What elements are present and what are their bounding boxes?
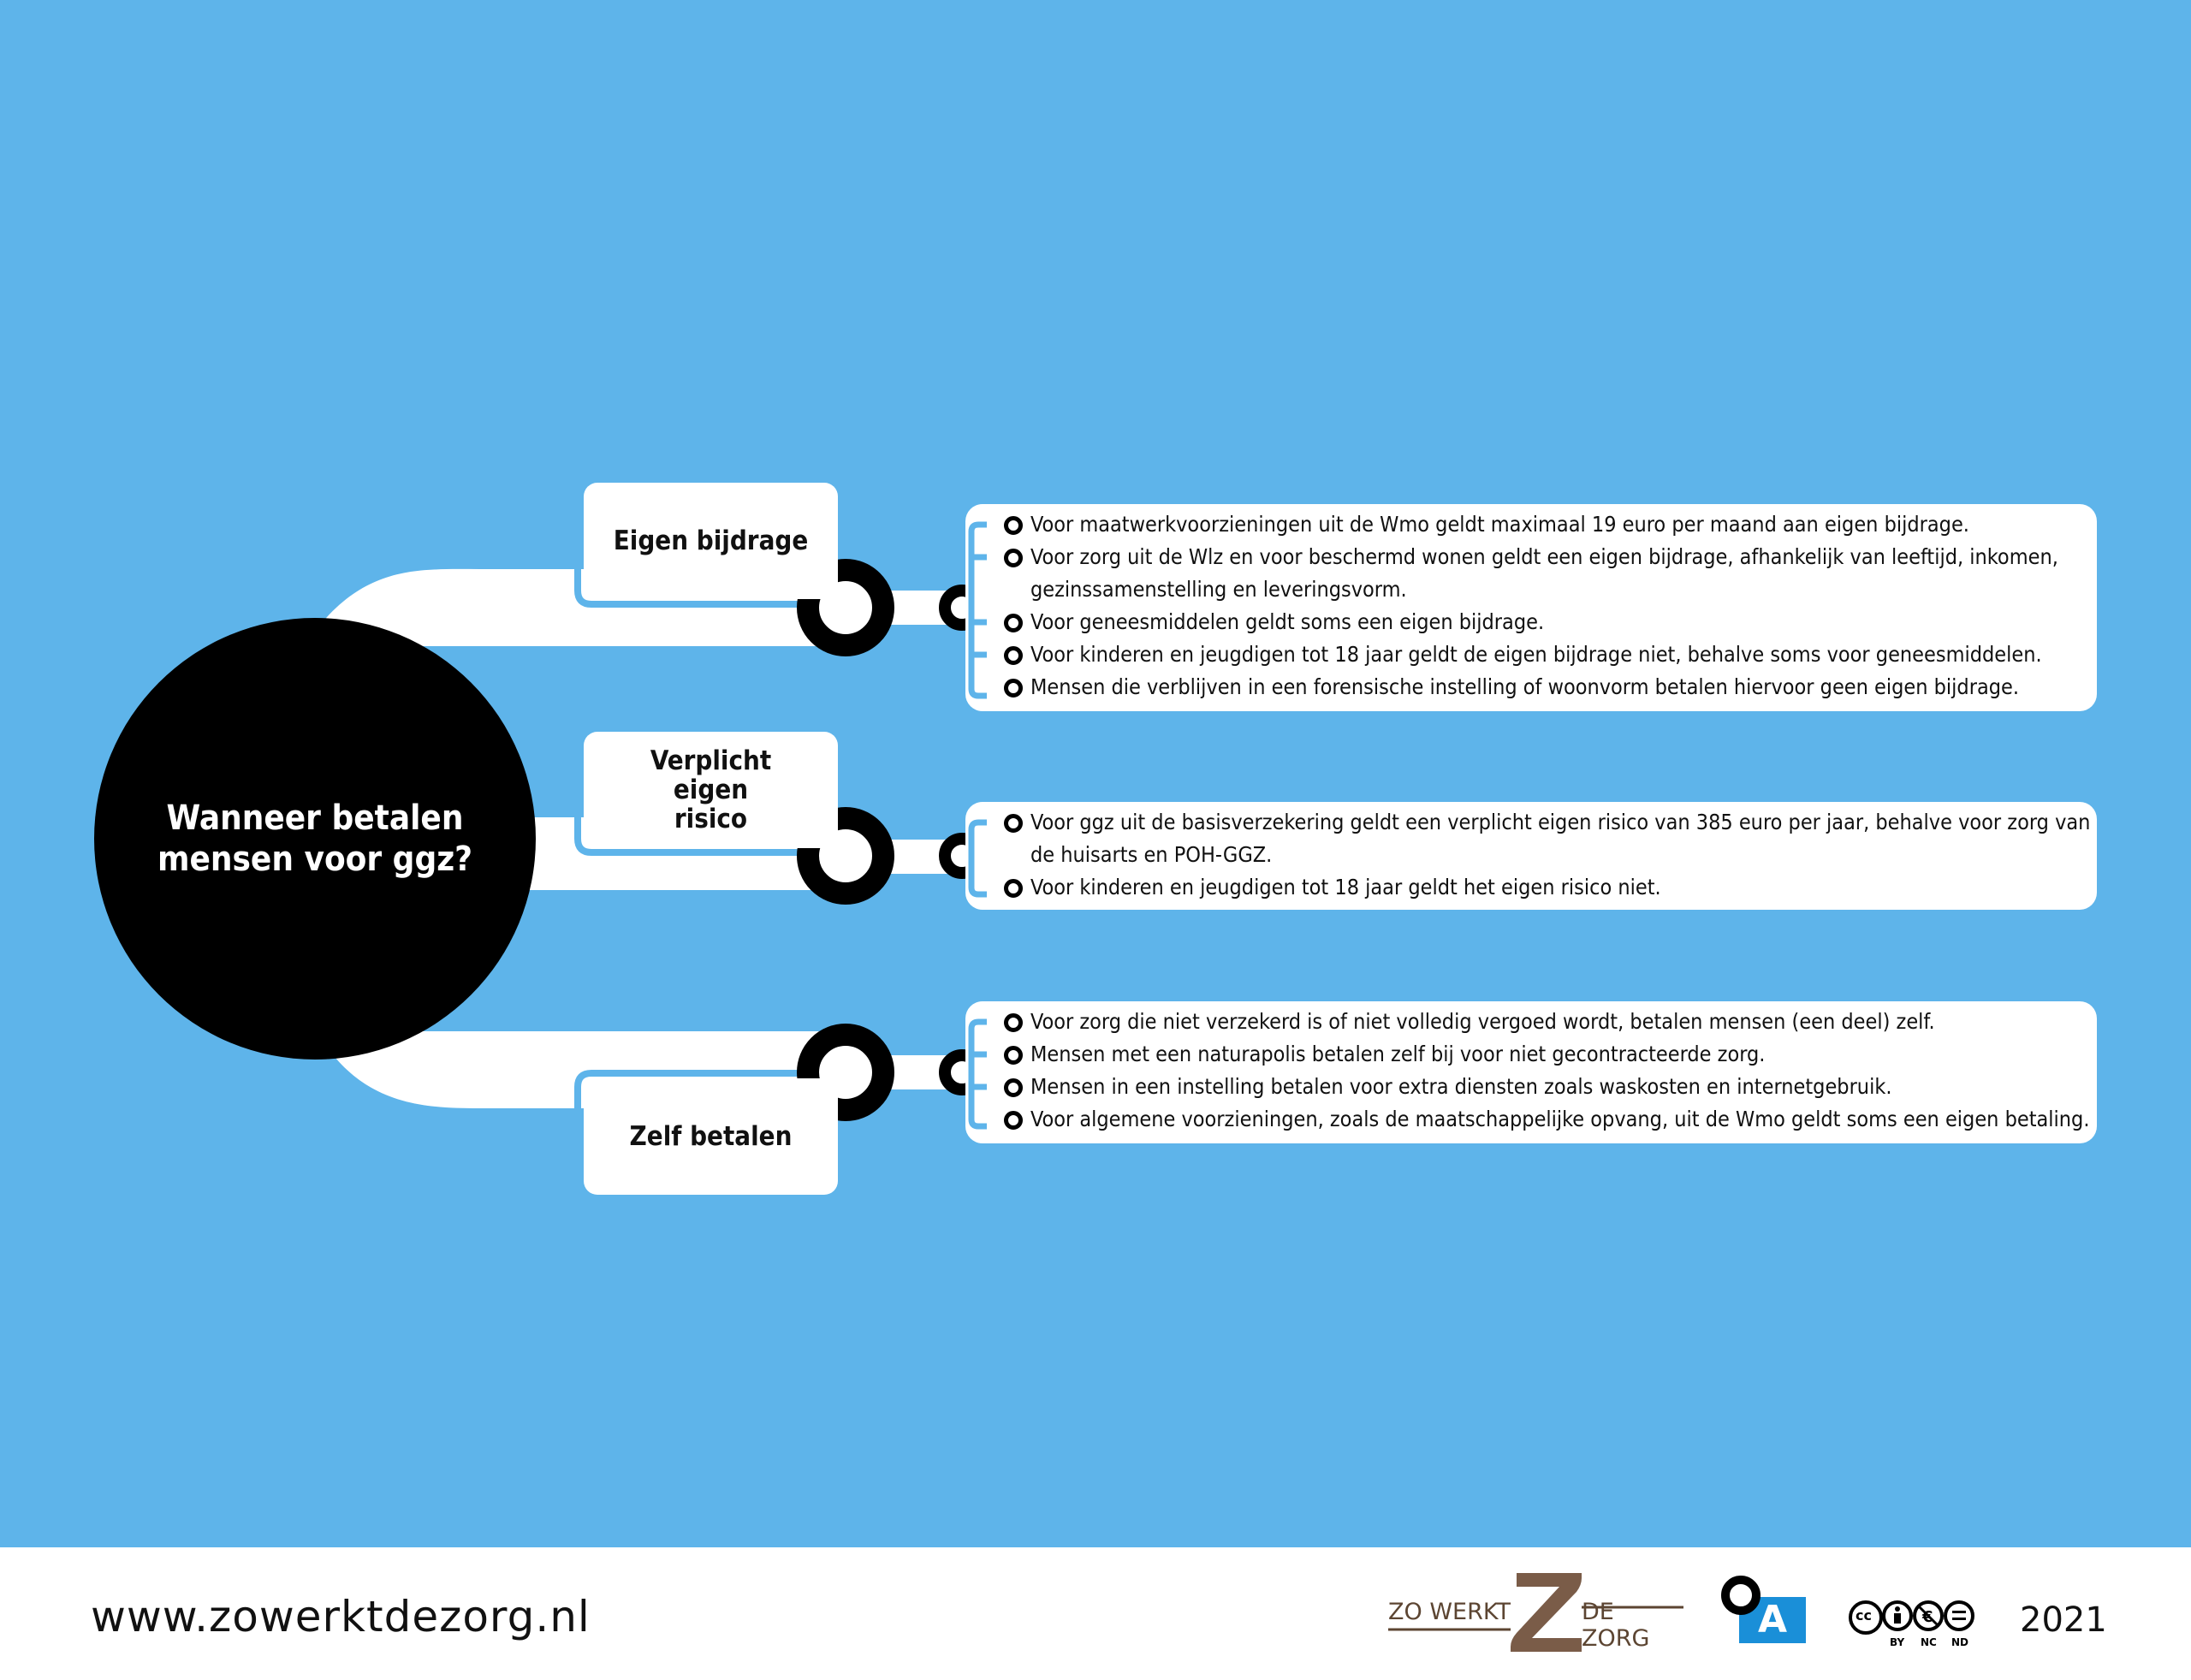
bullet-ring-icon: [1004, 879, 1023, 898]
label-eigen-bijdrage-text: Eigen bijdrage: [613, 525, 809, 556]
list-item: Voor maatwerkvoorzieningen uit de Wmo geldt maximaal 19 euro per maand aan eigen bijdrage.: [1004, 508, 2117, 541]
zo-werkt-de-zorg-logo: [1388, 1573, 1683, 1652]
bullet-ring-icon: [1004, 679, 1023, 698]
bullet-ring-icon: [1004, 1078, 1023, 1097]
svg-text:€: €: [1922, 1608, 1933, 1626]
list-item: Voor geneesmiddelen geldt soms een eigen bijdrage.: [1004, 606, 2117, 638]
list-item: Mensen met een naturapolis betalen zelf bij voor niet gecontracteerde zorg.: [1004, 1038, 2117, 1071]
label-eigen-bijdrage: [584, 483, 838, 599]
cc-by-nc-nd-icon: [1849, 1600, 1994, 1653]
list-item: Voor ggz uit de basisverzekering geldt een verplicht eigen risico van 385 euro per jaar, behalve voor zorg van de huisarts en POH-GGZ.: [1004, 806, 2117, 871]
footer-url-link[interactable]: www.zowerktdezorg.nl: [91, 1592, 591, 1641]
cc-nd-label: ND: [1951, 1636, 1969, 1648]
cc-nc-label: NC: [1921, 1636, 1937, 1648]
panel-zelf-betalen: [965, 1001, 2097, 1143]
cc-by-label: BY: [1890, 1636, 1905, 1648]
label-verplicht-eigen-risico-text: Verplicht eigen risico: [650, 745, 772, 834]
label-zelf-betalen-text: Zelf betalen: [629, 1121, 793, 1152]
panel-eigen-bijdrage: [965, 504, 2097, 711]
bullet-ring-icon: [1004, 814, 1023, 833]
list-item: Voor kinderen en jeugdigen tot 18 jaar geldt de eigen bijdrage niet, behalve soms voor geneesmiddelen.: [1004, 638, 2117, 671]
bullet-ring-icon: [1004, 1111, 1023, 1130]
bullet-ring-icon: [1004, 516, 1023, 535]
center-title: Wanneer betalen mensen voor ggz?: [157, 798, 473, 879]
list-item: Voor kinderen en jeugdigen tot 18 jaar geldt het eigen risico niet.: [1004, 871, 2117, 904]
bullet-ring-icon: [1004, 646, 1023, 665]
bullet-ring-icon: [1004, 549, 1023, 567]
logo-left-text: ZO WERKT: [1388, 1599, 1511, 1625]
label-zelf-betalen: [584, 1078, 838, 1195]
list-item: Voor zorg uit de Wlz en voor beschermd wonen geldt een eigen bijdrage, afhankelijk van leeftijd, inkomen, gezinssamenstelling en leveringsvorm.: [1004, 541, 2117, 606]
a-logo-letter: A: [1758, 1598, 1788, 1641]
bullet-ring-icon: [1004, 1046, 1023, 1065]
panel-verplicht-bracket: [965, 802, 1000, 910]
list-item: Voor zorg die niet verzekerd is of niet volledig vergoed wordt, betalen mensen (een deel) zelf.: [1004, 1006, 2117, 1038]
list-item: Mensen in een instelling betalen voor extra diensten zoals waskosten en internetgebruik.: [1004, 1071, 2117, 1103]
list-item: Voor algemene voorzieningen, zoals de maatschappelijke opvang, uit de Wmo geldt soms een eigen betaling.: [1004, 1103, 2117, 1136]
label-verplicht-eigen-risico: [584, 732, 838, 848]
a-logo: [1717, 1575, 1806, 1643]
list-item: Mensen die verblijven in een forensische instelling of woonvorm betalen hiervoor geen eigen bijdrage.: [1004, 671, 2117, 703]
bullet-ring-icon: [1004, 1013, 1023, 1032]
footer-year: 2021: [2020, 1600, 2107, 1640]
panel-zelf-betalen-bracket: [965, 1001, 1000, 1143]
cc-main-label: cc: [1856, 1607, 1872, 1624]
panel-eigen-bijdrage-bracket: [965, 504, 1000, 711]
bullet-ring-icon: [1004, 614, 1023, 632]
logo-right-text: DE ZORG: [1582, 1599, 1650, 1652]
panel-verplicht-eigen-risico: [965, 802, 2097, 910]
